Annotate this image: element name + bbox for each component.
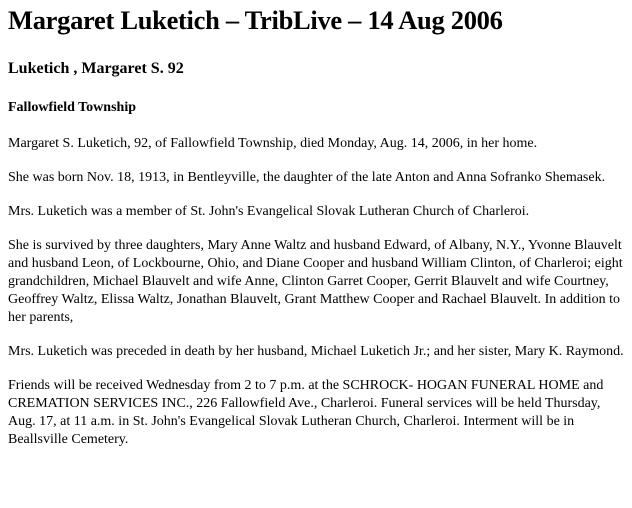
location-heading: Fallowfield Township [8,100,136,115]
paragraph-church: Mrs. Luketich was a member of St. John's Evangelical Slovak Lutheran Church of Charleroi. [8,204,530,219]
page-title: Margaret Luketich – TribLive – 14 Aug 2006 [8,5,503,35]
paragraph-services: Friends will be received Wednesday from 2 to 7 p.m. at the SCHROCK- HOGAN FUNERAL HOME and CREMATION SERVICES INC., 226 Fallowfield Ave., Charleroi. Funeral services will be held Thursday, Aug. 17, at 11 a.m. in St. John's Evangelical Slovak Lutheran Church, Charleroi. Interment will be in Beallsville Cemetery. [8,378,604,447]
paragraph-survivors: She is survived by three daughters, Mary Anne Waltz and husband Edward, of Albany, N.Y., Yvonne Blauvelt and husband Leon, of Lockbourne, Ohio, and Diane Cooper and husband William Clinton, of Charleroi; eight grandchildren, Michael Blauvelt and wife Anne, Clinton Garret Cooper, Gerrit Blauvelt and wife Courtney, Geoffrey Waltz, Elissa Waltz, Jonathan Blauvelt, Grant Matthew Cooper and Rachael Blauvelt. In addition to her parents, [8,238,623,325]
paragraph-death: Margaret S. Luketich, 92, of Fallowfield Township, died Monday, Aug. 14, 2006, in her home. [8,136,538,151]
paragraph-birth: She was born Nov. 18, 1913, in Bentleyville, the daughter of the late Anton and Anna Sofranko Shemasek. [8,170,606,185]
paragraph-preceded: Mrs. Luketich was preceded in death by her husband, Michael Luketich Jr.; and her sister, Mary K. Raymond. [8,344,624,359]
obituary-name-heading: Luketich , Margaret S. 92 [8,60,184,77]
